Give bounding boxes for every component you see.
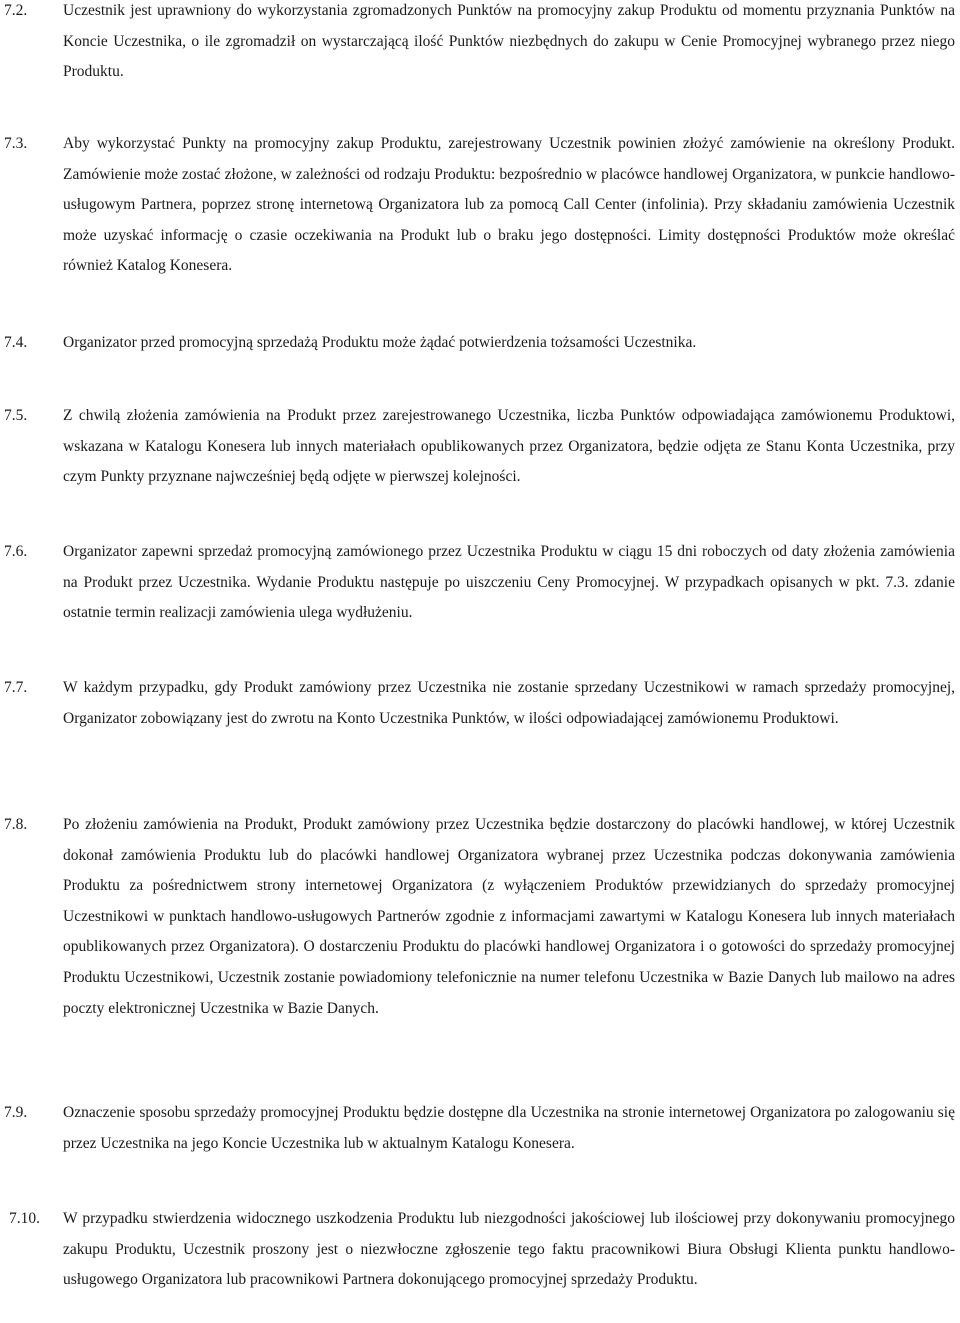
clause-number: 7.3. bbox=[4, 135, 28, 152]
clause-text: Oznaczenie sposobu sprzedaży promocyjnej Produktu będzie dostępne dla Uczestnika na stronie internetowej Organizatora po zalogowaniu się przez Uczestnika na jego Koncie Uczestnika lub w aktualnym Katalogu Konesera. bbox=[63, 1104, 955, 1152]
clause-text: W przypadku stwierdzenia widocznego uszkodzenia Produktu lub niezgodności jakościowej lub ilościowej przy dokonywaniu promocyjnego zakupu Produktu, Uczestnik proszony jest o niezwłoczne zgłoszenie tego faktu pracownikowi Biura Obsługi Klienta punktu handlowo-usługowego Organizatora lub pracownikowi Partnera dokonującego promocyjnej sprzedaży Produktu. bbox=[63, 1210, 955, 1289]
clause-text: Aby wykorzystać Punkty na promocyjny zakup Produktu, zarejestrowany Uczestnik powinien złożyć zamówienie na określony Produkt. Zamówienie może zostać złożone, w zależności od rodzaju Produktu: bezpośrednio w placówce handlowej Organizatora, w punkcie handlowo-usługowym Partnera, poprzez stronę internetową Organizatora lub za pomocą Call Center (infolinia). Przy składaniu zamówienia Uczestnik może uzyskać informację o czasie oczekiwania na Produkt lub o braku jego dostępności. Limity dostępności Produktów może określać również Katalog Konesera. bbox=[63, 135, 955, 275]
clause-text: W każdym przypadku, gdy Produkt zamówiony przez Uczestnika nie zostanie sprzedany Uczestnikowi w ramach sprzedaży promocyjnej, Organizator zobowiązany jest do zwrotu na Konto Uczestnika Punktów, w ilości odpowiadającej zamówionemu Produktowi. bbox=[63, 679, 955, 727]
clause-number: 7.2. bbox=[4, 2, 28, 19]
clause-number: 7.7. bbox=[4, 679, 28, 696]
clause-text: Organizator zapewni sprzedaż promocyjną zamówionego przez Uczestnika Produktu w ciągu 15 dni roboczych od daty złożenia zamówienia na Produkt przez Uczestnika. Wydanie Produktu następuje po uiszczeniu Ceny Promocyjnej. W przypadkach opisanych w pkt. 7.3. zdanie ostatnie termin realizacji zamówienia ulega wydłużeniu. bbox=[63, 543, 955, 622]
clause-number: 7.9. bbox=[4, 1104, 28, 1121]
clause-number: 7.8. bbox=[4, 816, 28, 833]
clause-text: Uczestnik jest uprawniony do wykorzystania zgromadzonych Punktów na promocyjny zakup Produktu od momentu przyznania Punktów na Koncie Uczestnika, o ile zgromadził on wystarczającą ilość Punktów niezbędnych do zakupu w Cenie Promocyjnej wybranego przez niego Produktu. bbox=[63, 2, 955, 81]
clause-number: 7.5. bbox=[4, 407, 28, 424]
clause-number: 7.10. bbox=[9, 1210, 40, 1227]
clause-text: Po złożeniu zamówienia na Produkt, Produkt zamówiony przez Uczestnika będzie dostarczony do placówki handlowej, w której Uczestnik dokonał zamówienia Produktu lub do placówki handlowej Organizatora wybranej przez Uczestnika podczas dokonywania zamówienia Produktu za pośrednictwem strony internetowej Organizatora (z wyłączeniem Produktów przewidzianych do sprzedaży promocyjnej Uczestnikowi w punktach handlowo-usługowych Partnerów zgodnie z informacjami zawartymi w Katalogu Konesera lub innych materiałach opublikowanych przez Organizatora). O dostarczeniu Produktu do placówki handlowej Organizatora i o gotowości do sprzedaży promocyjnej Produktu Uczestnikowi, Uczestnik zostanie powiadomiony telefonicznie na numer telefonu Uczestnika w Bazie Danych lub mailowo na adres poczty elektronicznej Uczestnika w Bazie Danych. bbox=[63, 816, 955, 1017]
clause-number: 7.4. bbox=[4, 334, 28, 351]
clause-text: Organizator przed promocyjną sprzedażą Produktu może żądać potwierdzenia tożsamości Uczestnika. bbox=[63, 334, 697, 351]
clause-text: Z chwilą złożenia zamówienia na Produkt przez zarejestrowanego Uczestnika, liczba Punktów odpowiadająca zamówionemu Produktowi, wskazana w Katalogu Konesera lub innych materiałach opublikowanych przez Organizatora, będzie odjęta ze Stanu Konta Uczestnika, przy czym Punkty przyznane najwcześniej będą odjęte w pierwszej kolejności. bbox=[63, 407, 955, 486]
clause-number: 7.6. bbox=[4, 543, 28, 560]
